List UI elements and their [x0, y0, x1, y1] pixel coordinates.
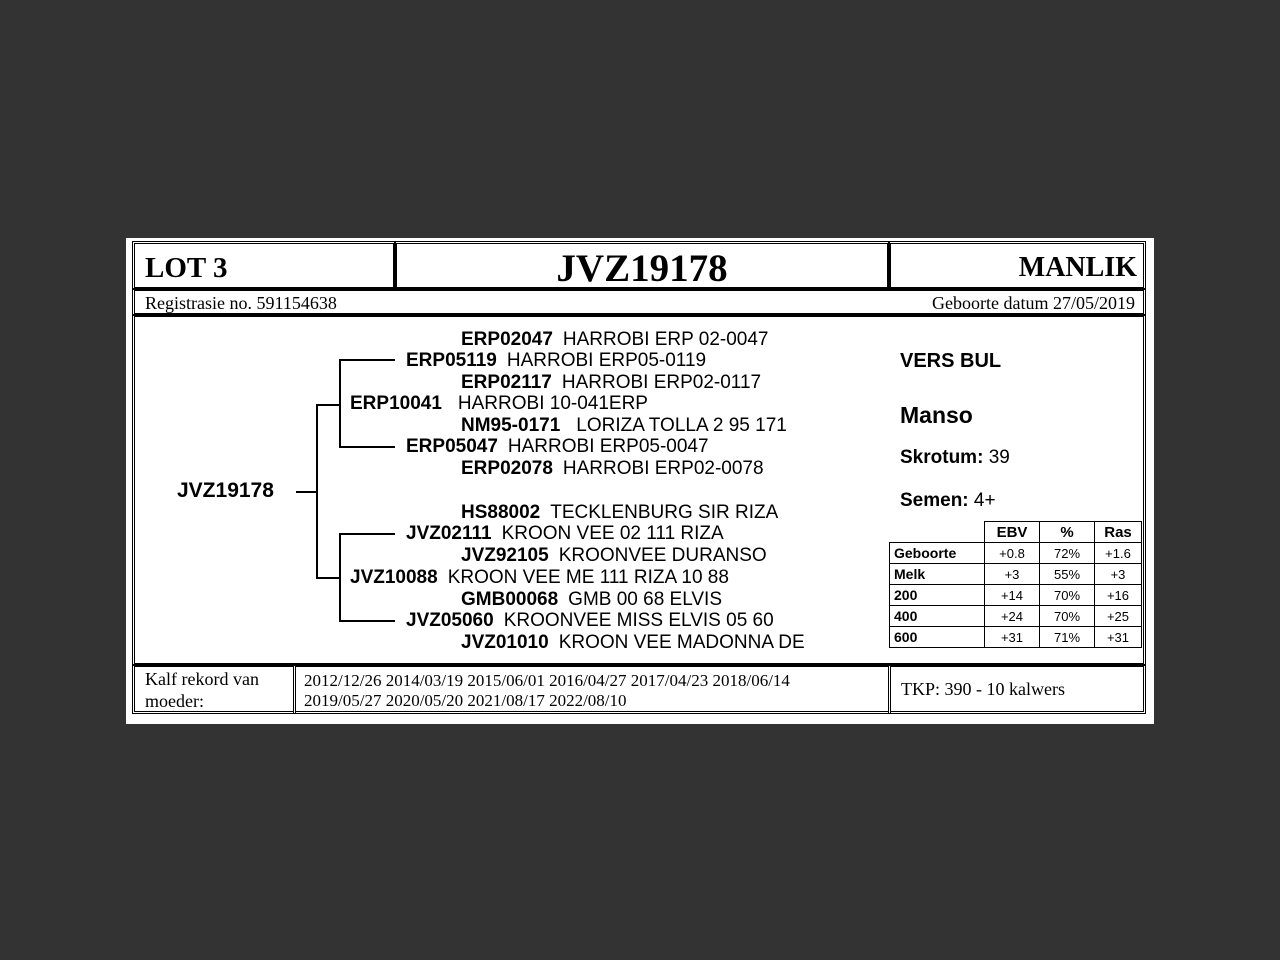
lot-box [132, 241, 396, 290]
pedigree-dam-dam: JVZ05060 KROONVEE MISS ELVIS 05 60 [406, 610, 774, 631]
table-row: 200 +14 70% +16 [890, 585, 1142, 606]
pedigree-dam-sire-sire: HS88002 TECKLENBURG SIR RIZA [461, 502, 779, 523]
calf-dates-line-2: 2019/05/27 2020/05/20 2021/08/17 2022/08/10 [304, 691, 627, 710]
ebv-table [889, 521, 1142, 648]
pedigree-dam: JVZ10088 KROON VEE ME 111 RIZA 10 88 [350, 567, 729, 588]
animal-name: Manso [900, 402, 973, 428]
calf-label-box [132, 664, 296, 714]
pct-header: % [1040, 522, 1095, 543]
pedigree-sire-dam-dam: ERP02078 HARROBI ERP02-0078 [461, 458, 764, 479]
tkp-value: TKP: 390 - 10 kalwers [901, 679, 1065, 699]
pedigree-sire: ERP10041 HARROBI 10-041ERP [350, 393, 648, 414]
registration-number: Registrasie no. 591154638 [145, 293, 337, 313]
pedigree-sire-dam: ERP05047 HARROBI ERP05-0047 [406, 436, 709, 457]
calf-record-label-2: moeder: [145, 691, 204, 711]
animal-sex: MANLIK [1018, 252, 1137, 283]
pedigree-sire-dam-sire: NM95-0171 LORIZA TOLLA 2 95 171 [461, 415, 787, 436]
table-row: 600 +31 71% +31 [890, 627, 1142, 648]
ras-header: Ras [1095, 522, 1142, 543]
sex-box [888, 241, 1146, 290]
animal-type: VERS BUL [900, 350, 1002, 372]
calf-dates-box [293, 664, 891, 714]
pedigree-dam-dam-sire: GMB00068 GMB 00 68 ELVIS [461, 589, 723, 610]
pedigree-animal: JVZ19178 [177, 479, 274, 502]
pedigree-dam-sire: JVZ02111 KROON VEE 02 111 RIZA [406, 523, 724, 544]
info-row [132, 288, 1146, 316]
lot-card [126, 238, 1154, 724]
animal-id-title: JVZ19178 [556, 247, 728, 290]
ebv-header-row [890, 522, 1142, 543]
pedigree-sire-sire: ERP05119 HARROBI ERP05-0119 [406, 350, 707, 371]
scrotum: Skrotum: 39 [900, 447, 1010, 468]
semen: Semen: 4+ [900, 490, 996, 511]
tkp-box [888, 664, 1146, 714]
pedigree-sire-sire-dam: ERP02117 HARROBI ERP02-0117 [461, 372, 762, 393]
lot-number: LOT 3 [145, 252, 228, 284]
calf-dates-line-1: 2012/12/26 2014/03/19 2015/06/01 2016/04/27 2017/04/23 2018/06/14 [304, 671, 790, 690]
id-box [394, 241, 890, 290]
ebv-header: EBV [985, 522, 1040, 543]
table-row: Geboorte +0.8 72% +1.6 [890, 543, 1142, 564]
table-row: Melk +3 55% +3 [890, 564, 1142, 585]
pedigree-dam-dam-dam: JVZ01010 KROON VEE MADONNA DE [461, 632, 805, 653]
pedigree-dam-sire-dam: JVZ92105 KROONVEE DURANSO [461, 545, 767, 566]
birth-date: Geboorte datum 27/05/2019 [932, 293, 1135, 313]
pedigree-sire-sire-sire: ERP02047 HARROBI ERP 02-0047 [461, 329, 769, 350]
calf-record-label: Kalf rekord van [145, 669, 259, 689]
table-row: 400 +24 70% +25 [890, 606, 1142, 627]
